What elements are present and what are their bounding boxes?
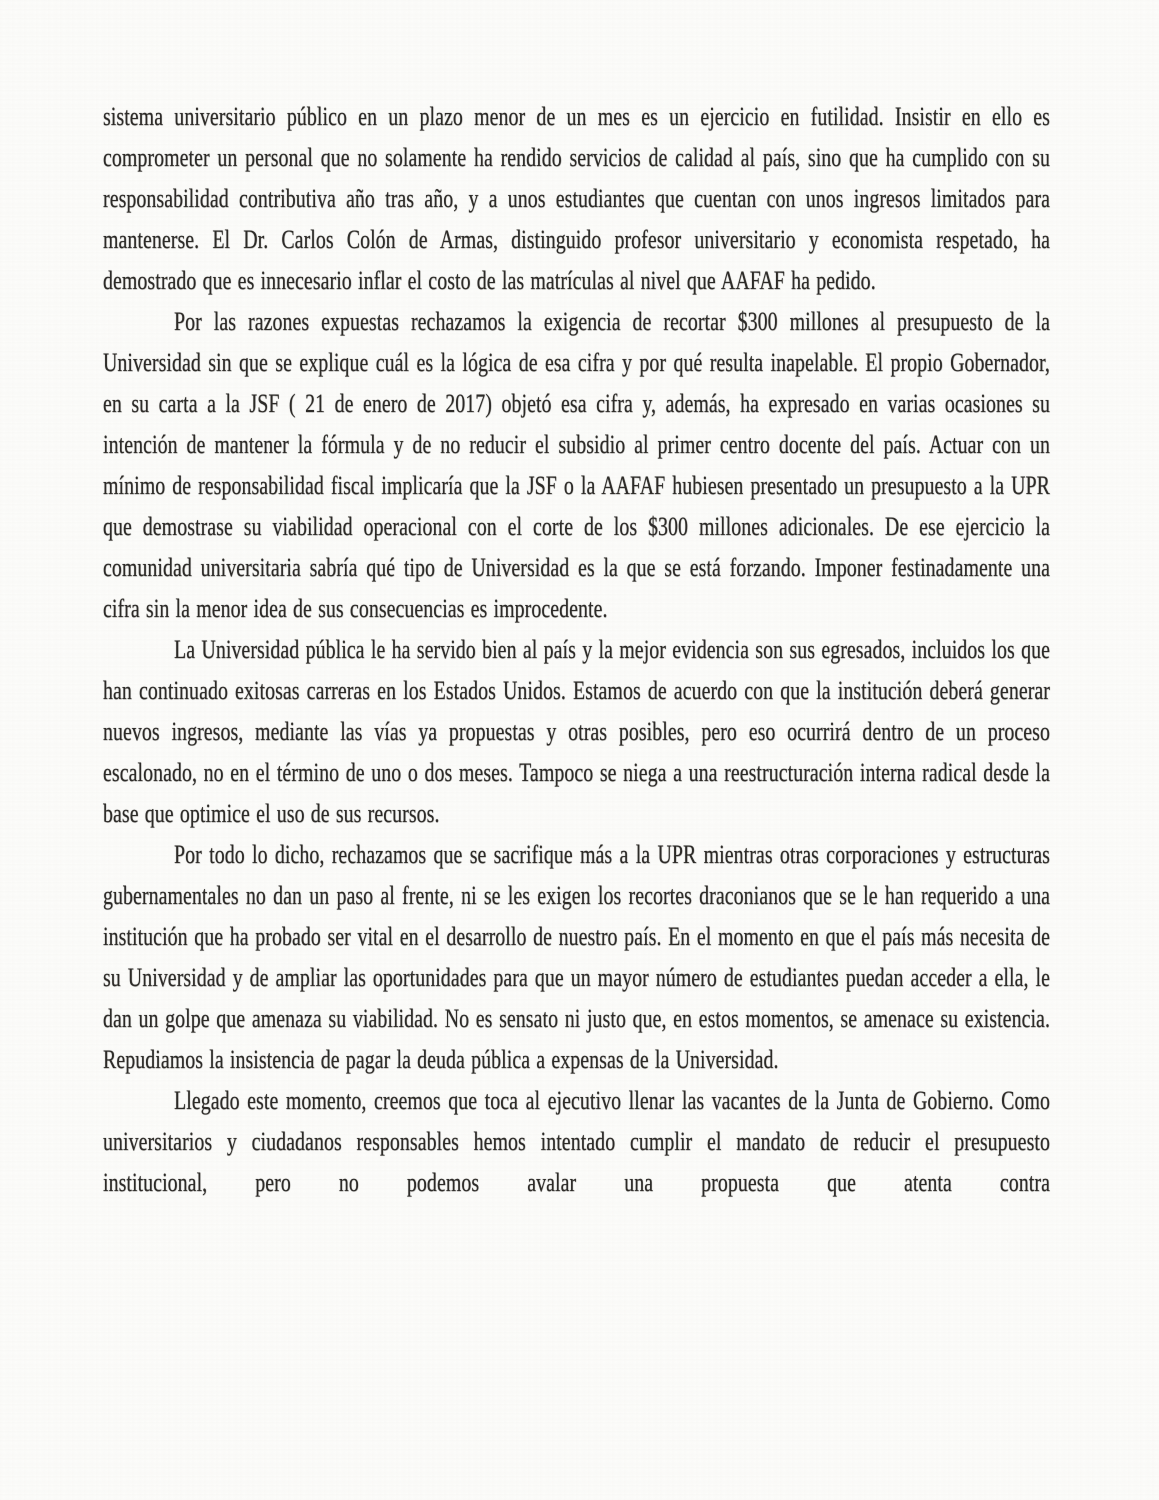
document-text-block xyxy=(103,96,1050,1203)
paragraph-university-service: La Universidad pública le ha servido bien al país y la mejor evidencia son sus egresados, incluidos los que han continuado exitosas carreras en los Estados Unidos. Estamos de acuerdo con que la institución deberá generar nuevos ingresos, mediante las vías ya propuestas y otras posibles, pero eso ocurrirá dentro de un proceso escalonado, no en el término de uno o dos meses. Tampoco se niega a una reestructuración interna radical desde la base que optimice el uso de sus recursos. xyxy=(103,635,1050,828)
paragraph-budget-cut-rejection: Por las razones expuestas rechazamos la exigencia de recortar $300 millones al presupuesto de la Universidad sin que se explique cuál es la lógica de esa cifra y por qué resulta inapelable. El propio Gobernador, en su carta a la JSF ( 21 de enero de 2017) objetó esa cifra y, además, ha expresado en varias ocasiones su intención de mantener la fórmula y de no reducir el subsidio al primer centro docente del país. Actuar con un mínimo de responsabilidad fiscal implicaría que la JSF o la AAFAF hubiesen presentado un presupuesto a la UPR que demostrase su viabilidad operacional con el corte de los $300 millones adicionales. De ese ejercicio la comunidad universitaria sabría qué tipo de Universidad es la que se está forzando. Imponer festinadamente una cifra sin la menor idea de sus consecuencias es improcedente. xyxy=(103,307,1050,623)
paragraph-upr-sacrifice: Por todo lo dicho, rechazamos que se sacrifique más a la UPR mientras otras corporaciones y estructuras gubernamentales no dan un paso al frente, ni se les exigen los recortes draconianos que se le han requerido a una institución que ha probado ser vital en el desarrollo de nuestro país. En el momento en que el país más necesita de su Universidad y de ampliar las oportunidades para que un mayor número de estudiantes puedan acceder a ella, le dan un golpe que amenaza su viabilidad. No es sensato ni justo que, en estos momentos, se amenace su existencia. Repudiamos la insistencia de pagar la deuda pública a expensas de la Universidad. xyxy=(103,840,1050,1074)
paragraph-junta-vacancies: Llegado este momento, creemos que toca al ejecutivo llenar las vacantes de la Junta de Gobierno. Como universitarios y ciudadanos responsables hemos intentado cumplir el mandato de reducir el presupuesto institucional, pero no podemos avalar una propuesta que atenta contra xyxy=(103,1086,1050,1197)
paragraph-continuation-from-previous-page: sistema universitario público en un plazo menor de un mes es un ejercicio en futilidad. Insistir en ello es comprometer un personal que no solamente ha rendido servicios de calidad al país, sino que ha cumplido con su responsabilidad contributiva año tras año, y a unos estudiantes que cuentan con unos ingresos limitados para mantenerse. El Dr. Carlos Colón de Armas, distinguido profesor universitario y economista respetado, ha demostrado que es innecesario inflar el costo de las matrículas al nivel que AAFAF ha pedido. xyxy=(103,102,1050,295)
